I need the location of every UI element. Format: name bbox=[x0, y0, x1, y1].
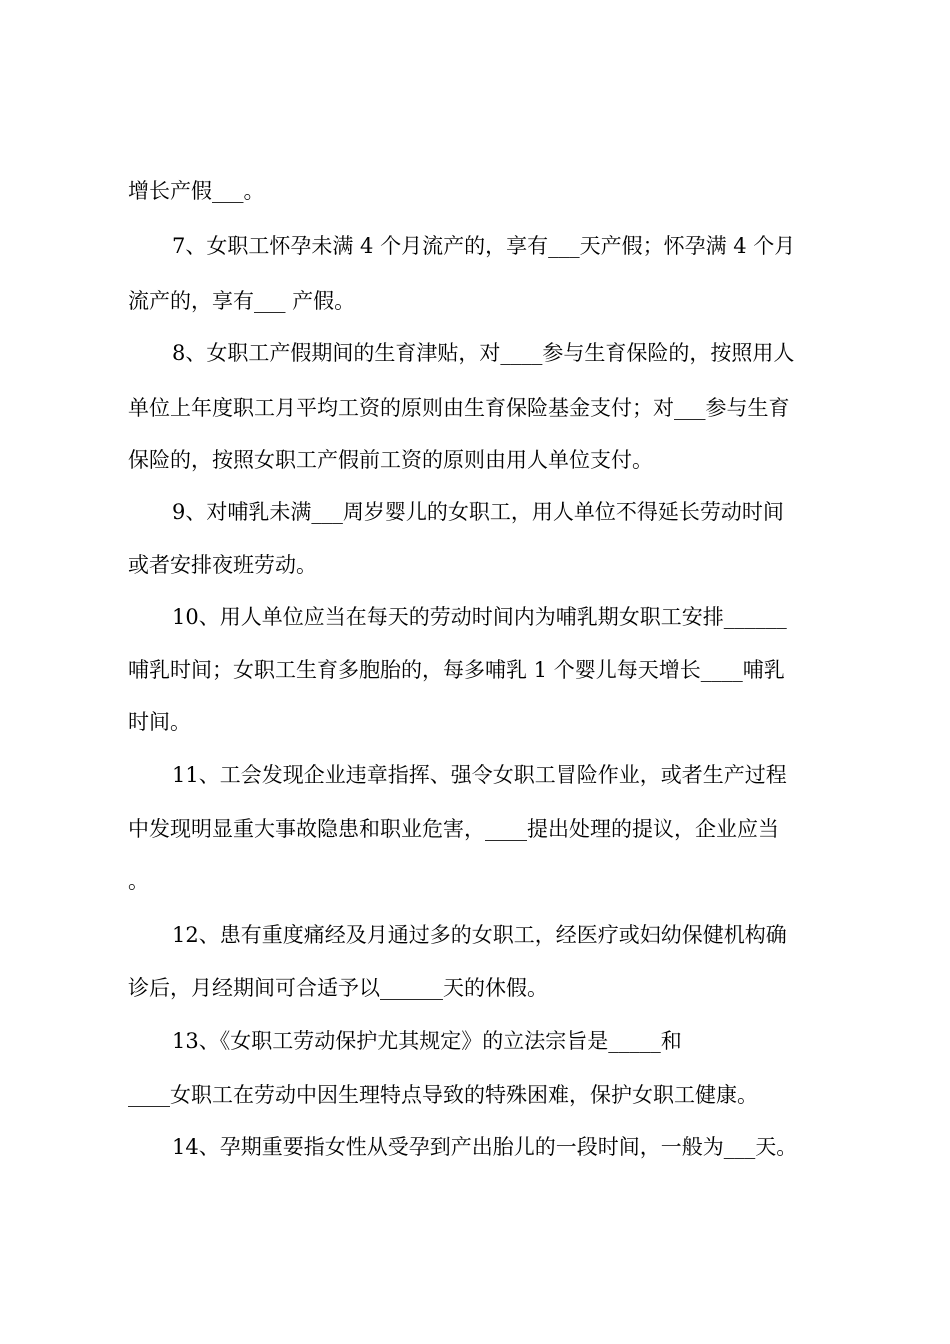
question-12-line-2: 诊后，月经期间可合适予以______天的休假。 bbox=[128, 976, 548, 1000]
question-8-line-3: 保险的，按照女职工产假前工资的原则由用人单位支付。 bbox=[128, 448, 653, 472]
question-10-line-2: 哺乳时间；女职工生育多胞胎的，每多哺乳 1 个婴儿每天增长____哺乳 bbox=[128, 658, 785, 682]
question-8-line-2: 单位上年度职工月平均工资的原则由生育保险基金支付；对___参与生育 bbox=[128, 396, 790, 420]
question-14-line-1: 14、孕期重要指女性从受孕到产出胎儿的一段时间，一般为___天。 bbox=[172, 1135, 798, 1159]
question-7-line-1: 7、女职工怀孕未满 4 个月流产的，享有___天产假；怀孕满 4 个月 bbox=[172, 234, 796, 258]
text-line: 增长产假___。 bbox=[128, 179, 265, 203]
question-12-line-1: 12、患有重度痛经及月通过多的女职工，经医疗或妇幼保健机构确 bbox=[172, 923, 787, 947]
question-8-line-1: 8、女职工产假期间的生育津贴，对____参与生育保险的，按照用人 bbox=[172, 341, 795, 365]
question-11-line-3: 。 bbox=[128, 869, 149, 893]
question-11-line-2: 中发现明显重大事故隐患和职业危害，____提出处理的提议，企业应当 bbox=[128, 817, 779, 841]
question-13-line-1: 13、《女职工劳动保护尤其规定》的立法宗旨是_____和 bbox=[172, 1029, 682, 1053]
question-10-line-1: 10、用人单位应当在每天的劳动时间内为哺乳期女职工安排______ bbox=[172, 605, 787, 629]
question-13-line-2: ____女职工在劳动中因生理特点导致的特殊困难，保护女职工健康。 bbox=[128, 1083, 758, 1107]
question-9-line-1: 9、对哺乳未满___周岁婴儿的女职工，用人单位不得延长劳动时间 bbox=[172, 500, 784, 524]
question-9-line-2: 或者安排夜班劳动。 bbox=[128, 553, 317, 577]
question-11-line-1: 11、工会发现企业违章指挥、强令女职工冒险作业，或者生产过程 bbox=[172, 763, 787, 787]
question-7-line-2: 流产的，享有___ 产假。 bbox=[128, 289, 356, 313]
question-10-line-3: 时间。 bbox=[128, 710, 191, 734]
